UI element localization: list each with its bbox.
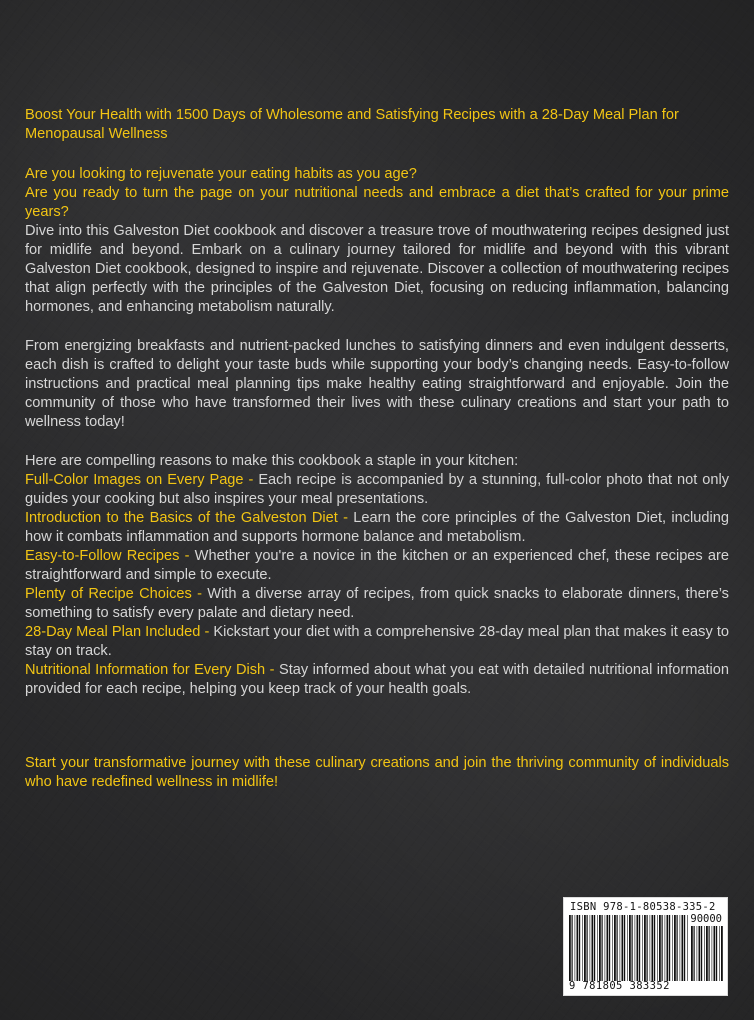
barcode-bar xyxy=(622,915,624,981)
feature-item xyxy=(25,471,729,509)
feature-item xyxy=(25,509,729,547)
feature-item xyxy=(25,661,729,699)
barcode-bar xyxy=(587,915,588,981)
barcode-bar xyxy=(697,926,698,981)
barcode-bar xyxy=(605,915,606,981)
barcode-bar xyxy=(712,926,713,981)
feature-title: Easy-to-Follow Recipes - xyxy=(25,548,190,564)
barcode-bar xyxy=(572,915,573,981)
barcode-bar xyxy=(680,915,681,981)
feature-text: Kickstart your diet with a comprehensive 28-day meal plan that makes it easy to stay on track. xyxy=(25,624,730,659)
barcode-bar xyxy=(709,926,710,981)
barcode-bar xyxy=(569,915,571,981)
barcode-bar xyxy=(665,915,666,981)
feature-text: Each recipe is accompanied by a stunning, full-color photo that not only guides your cooking but also inspires your meal presentations. xyxy=(25,472,729,507)
barcode-bar xyxy=(579,915,580,981)
barcode-bar xyxy=(599,915,601,981)
feature-text: Learn the core principles of the Galveston Diet, including how it combats inflammation and supports hormone balance and metabolism. xyxy=(25,510,729,545)
feature-item xyxy=(25,623,729,661)
barcode-bar xyxy=(669,915,670,981)
barcode-bar xyxy=(657,915,658,981)
paragraph-dishes: From energizing breakfasts and nutrient-packed lunches to satisfying dinners and even indulgent desserts, each dish is crafted to delight your taste buds while supporting your body’s changing needs. Easy-to-follow instructions and practical meal planning tips make healthy eating straightforward and enjoyable. Join the community of those who have transformed their lives with these culinary creations and start your path to wellness today! xyxy=(25,338,729,430)
feature-title: Nutritional Information for Every Dish - xyxy=(25,662,275,678)
feature-text: With a diverse array of recipes, from quick snacks to elaborate dinners, there’s something to satisfy every palate and dietary need. xyxy=(25,586,729,621)
barcode-bar xyxy=(659,915,661,981)
barcode-bar xyxy=(654,915,655,981)
barcode-bar xyxy=(691,926,693,981)
barcode-bars-main xyxy=(569,915,689,981)
barcode-bar xyxy=(652,915,654,981)
feature-title: 28-Day Meal Plan Included - xyxy=(25,624,210,640)
barcode-bar xyxy=(719,926,720,981)
barcode-bar xyxy=(609,915,610,981)
barcode-bar xyxy=(644,915,646,981)
barcode-bar xyxy=(582,915,583,981)
feature-text: Whether you're a novice in the kitchen or an experienced chef, these recipes are straightforward and simple to execute. xyxy=(25,548,730,583)
feature-title: Introduction to the Basics of the Galveston Diet - xyxy=(25,510,348,526)
barcode-bar xyxy=(687,915,688,981)
barcode-bar xyxy=(592,915,594,981)
barcode-bar xyxy=(607,915,609,981)
barcode-bar xyxy=(672,915,673,981)
feature-title: Plenty of Recipe Choices - xyxy=(25,586,202,602)
barcode-bar xyxy=(721,926,723,981)
barcode-bar xyxy=(594,915,595,981)
barcode-bar xyxy=(674,915,676,981)
question-1: Are you looking to rejuvenate your eating habits as you age? xyxy=(25,166,417,182)
reasons-intro: Here are compelling reasons to make this cookbook a staple in your kitchen: xyxy=(25,453,519,469)
barcode-bar xyxy=(662,915,663,981)
closing-statement: Start your transformative journey with these culinary creations and join the thriving community of individuals who have redefined wellness in midlife! xyxy=(25,755,729,790)
isbn-barcode xyxy=(563,897,728,996)
barcode-bar xyxy=(612,915,613,981)
barcode-number: 9 781805 383352 xyxy=(569,980,670,992)
isbn-label: ISBN 978-1-80538-335-2 xyxy=(570,901,716,913)
barcode-bar xyxy=(632,915,633,981)
barcode-bar xyxy=(635,915,636,981)
barcode-bar xyxy=(584,915,586,981)
barcode-bar xyxy=(706,926,708,981)
barcode-bar xyxy=(617,915,618,981)
barcode-bar xyxy=(637,915,639,981)
barcode-bar xyxy=(620,915,621,981)
feature-item xyxy=(25,585,729,623)
barcode-bar xyxy=(590,915,591,981)
barcode-bar xyxy=(716,926,717,981)
barcode-bars-addon xyxy=(691,926,724,981)
barcode-bar xyxy=(667,915,669,981)
barcode-bar xyxy=(682,915,684,981)
barcode-bar xyxy=(575,915,576,981)
barcode-bar xyxy=(602,915,603,981)
paragraph-intro: Dive into this Galveston Diet cookbook and discover a treasure trove of mouthwatering recipes designed just for midlife and beyond. Embark on a culinary journey tailored for midlife and beyond with this vibrant Galveston Diet cookbook, designed to inspire and rejuvenate. Discover a collection of mouthwatering recipes that align perfectly with the principles of the Galveston Diet, focusing on reducing inflammation, balancing hormones, and enhancing metabolism naturally. xyxy=(25,223,729,315)
barcode-bar xyxy=(701,926,702,981)
barcode-bar xyxy=(704,926,705,981)
barcode-bar xyxy=(647,915,648,981)
barcode-bar xyxy=(684,915,685,981)
tagline: Boost Your Health with 1500 Days of Wholesome and Satisfying Recipes with a 28-Day Meal Plan for Menopausal Wellness xyxy=(25,107,679,142)
barcode-bar xyxy=(699,926,701,981)
barcode-bar xyxy=(629,915,631,981)
barcode-bar xyxy=(677,915,678,981)
barcode-bar xyxy=(614,915,616,981)
feature-item xyxy=(25,547,729,585)
barcode-bar xyxy=(694,926,695,981)
barcode-bar xyxy=(624,915,625,981)
barcode-bar xyxy=(714,926,716,981)
back-cover-text xyxy=(25,106,729,792)
barcode-bar xyxy=(597,915,598,981)
barcode-bar xyxy=(639,915,640,981)
price-code: 90000 xyxy=(690,913,722,925)
barcode-bar xyxy=(577,915,579,981)
feature-title: Full-Color Images on Every Page - xyxy=(25,472,254,488)
barcode-bar xyxy=(642,915,643,981)
barcode-bar xyxy=(650,915,651,981)
feature-text: Stay informed about what you eat with detailed nutritional information provided for each recipe, helping you keep track of your health goals. xyxy=(25,662,729,697)
question-2: Are you ready to turn the page on your nutritional needs and embrace a diet that’s crafted for your prime years? xyxy=(25,185,729,220)
barcode-bar xyxy=(627,915,628,981)
